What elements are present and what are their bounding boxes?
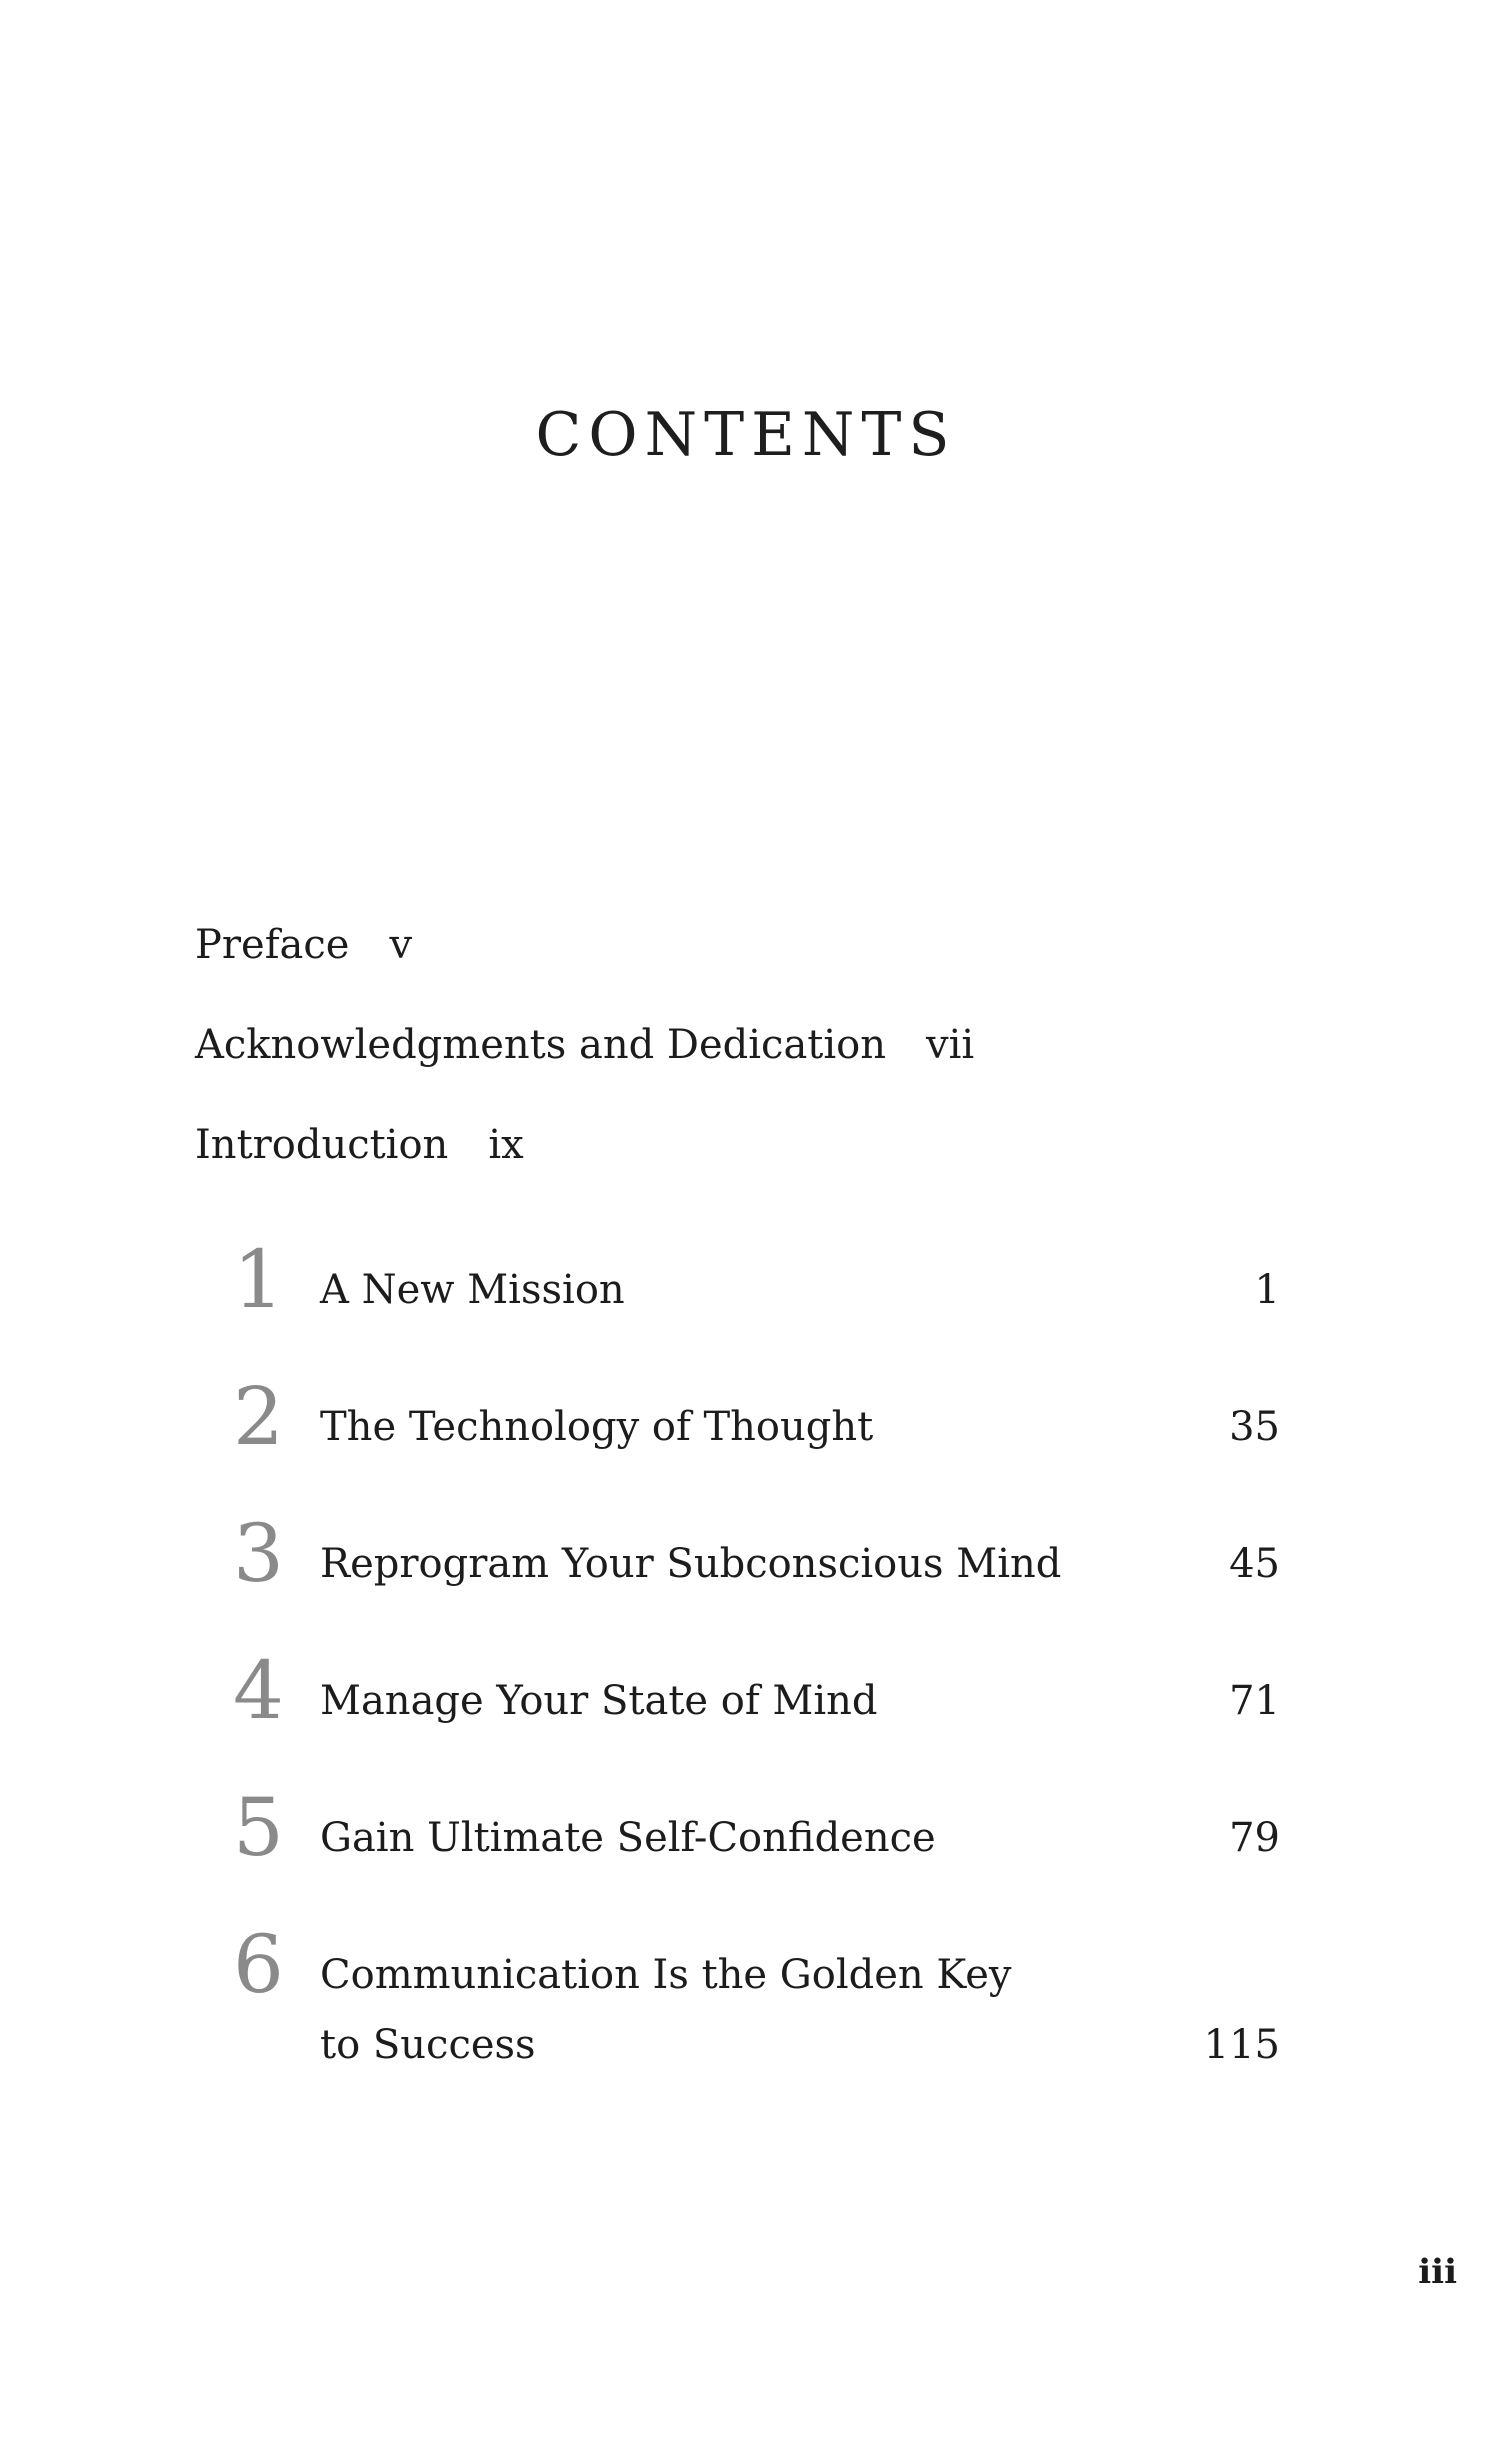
chapter-title: A New Mission xyxy=(320,1267,625,1313)
chapter-title: Gain Ultimate Self-Confidence xyxy=(320,1815,936,1861)
chapter-page: 79 xyxy=(1229,1815,1280,1861)
chapter-title: The Technology of Thought xyxy=(320,1404,874,1450)
chapter-number: 1 xyxy=(233,1233,284,1326)
chapter-page: 35 xyxy=(1229,1404,1280,1450)
chapter-title: Reprogram Your Subconscious Mind xyxy=(320,1541,1062,1587)
front-matter-page: ix xyxy=(488,1122,524,1168)
chapter-number: 2 xyxy=(233,1370,284,1463)
front-matter-list xyxy=(195,910,974,1210)
front-matter-item-introduction xyxy=(195,1110,974,1210)
front-matter-item-acknowledgments xyxy=(195,1010,974,1110)
page-title: CONTENTS xyxy=(535,400,957,470)
chapter-number: 3 xyxy=(233,1507,284,1600)
chapter-title: Manage Your State of Mind xyxy=(320,1678,878,1724)
page-number: iii xyxy=(1418,2252,1457,2292)
front-matter-page: vii xyxy=(926,1022,975,1068)
front-matter-title: Preface xyxy=(195,922,350,968)
chapter-page: 1 xyxy=(1254,1267,1280,1313)
chapter-number: 6 xyxy=(233,1918,284,2011)
chapter-title: Communication Is the Golden Key to Success xyxy=(320,1952,1012,2068)
chapter-page: 45 xyxy=(1229,1541,1280,1587)
front-matter-title: Acknowledgments and Dedication xyxy=(195,1022,886,1068)
chapter-page: 115 xyxy=(1203,2022,1280,2068)
front-matter-page: v xyxy=(389,922,413,968)
front-matter-title: Introduction xyxy=(195,1122,449,1168)
chapter-number: 4 xyxy=(233,1644,284,1737)
front-matter-item-preface xyxy=(195,910,974,1010)
chapter-page: 71 xyxy=(1229,1678,1280,1724)
chapter-number: 5 xyxy=(233,1781,284,1874)
